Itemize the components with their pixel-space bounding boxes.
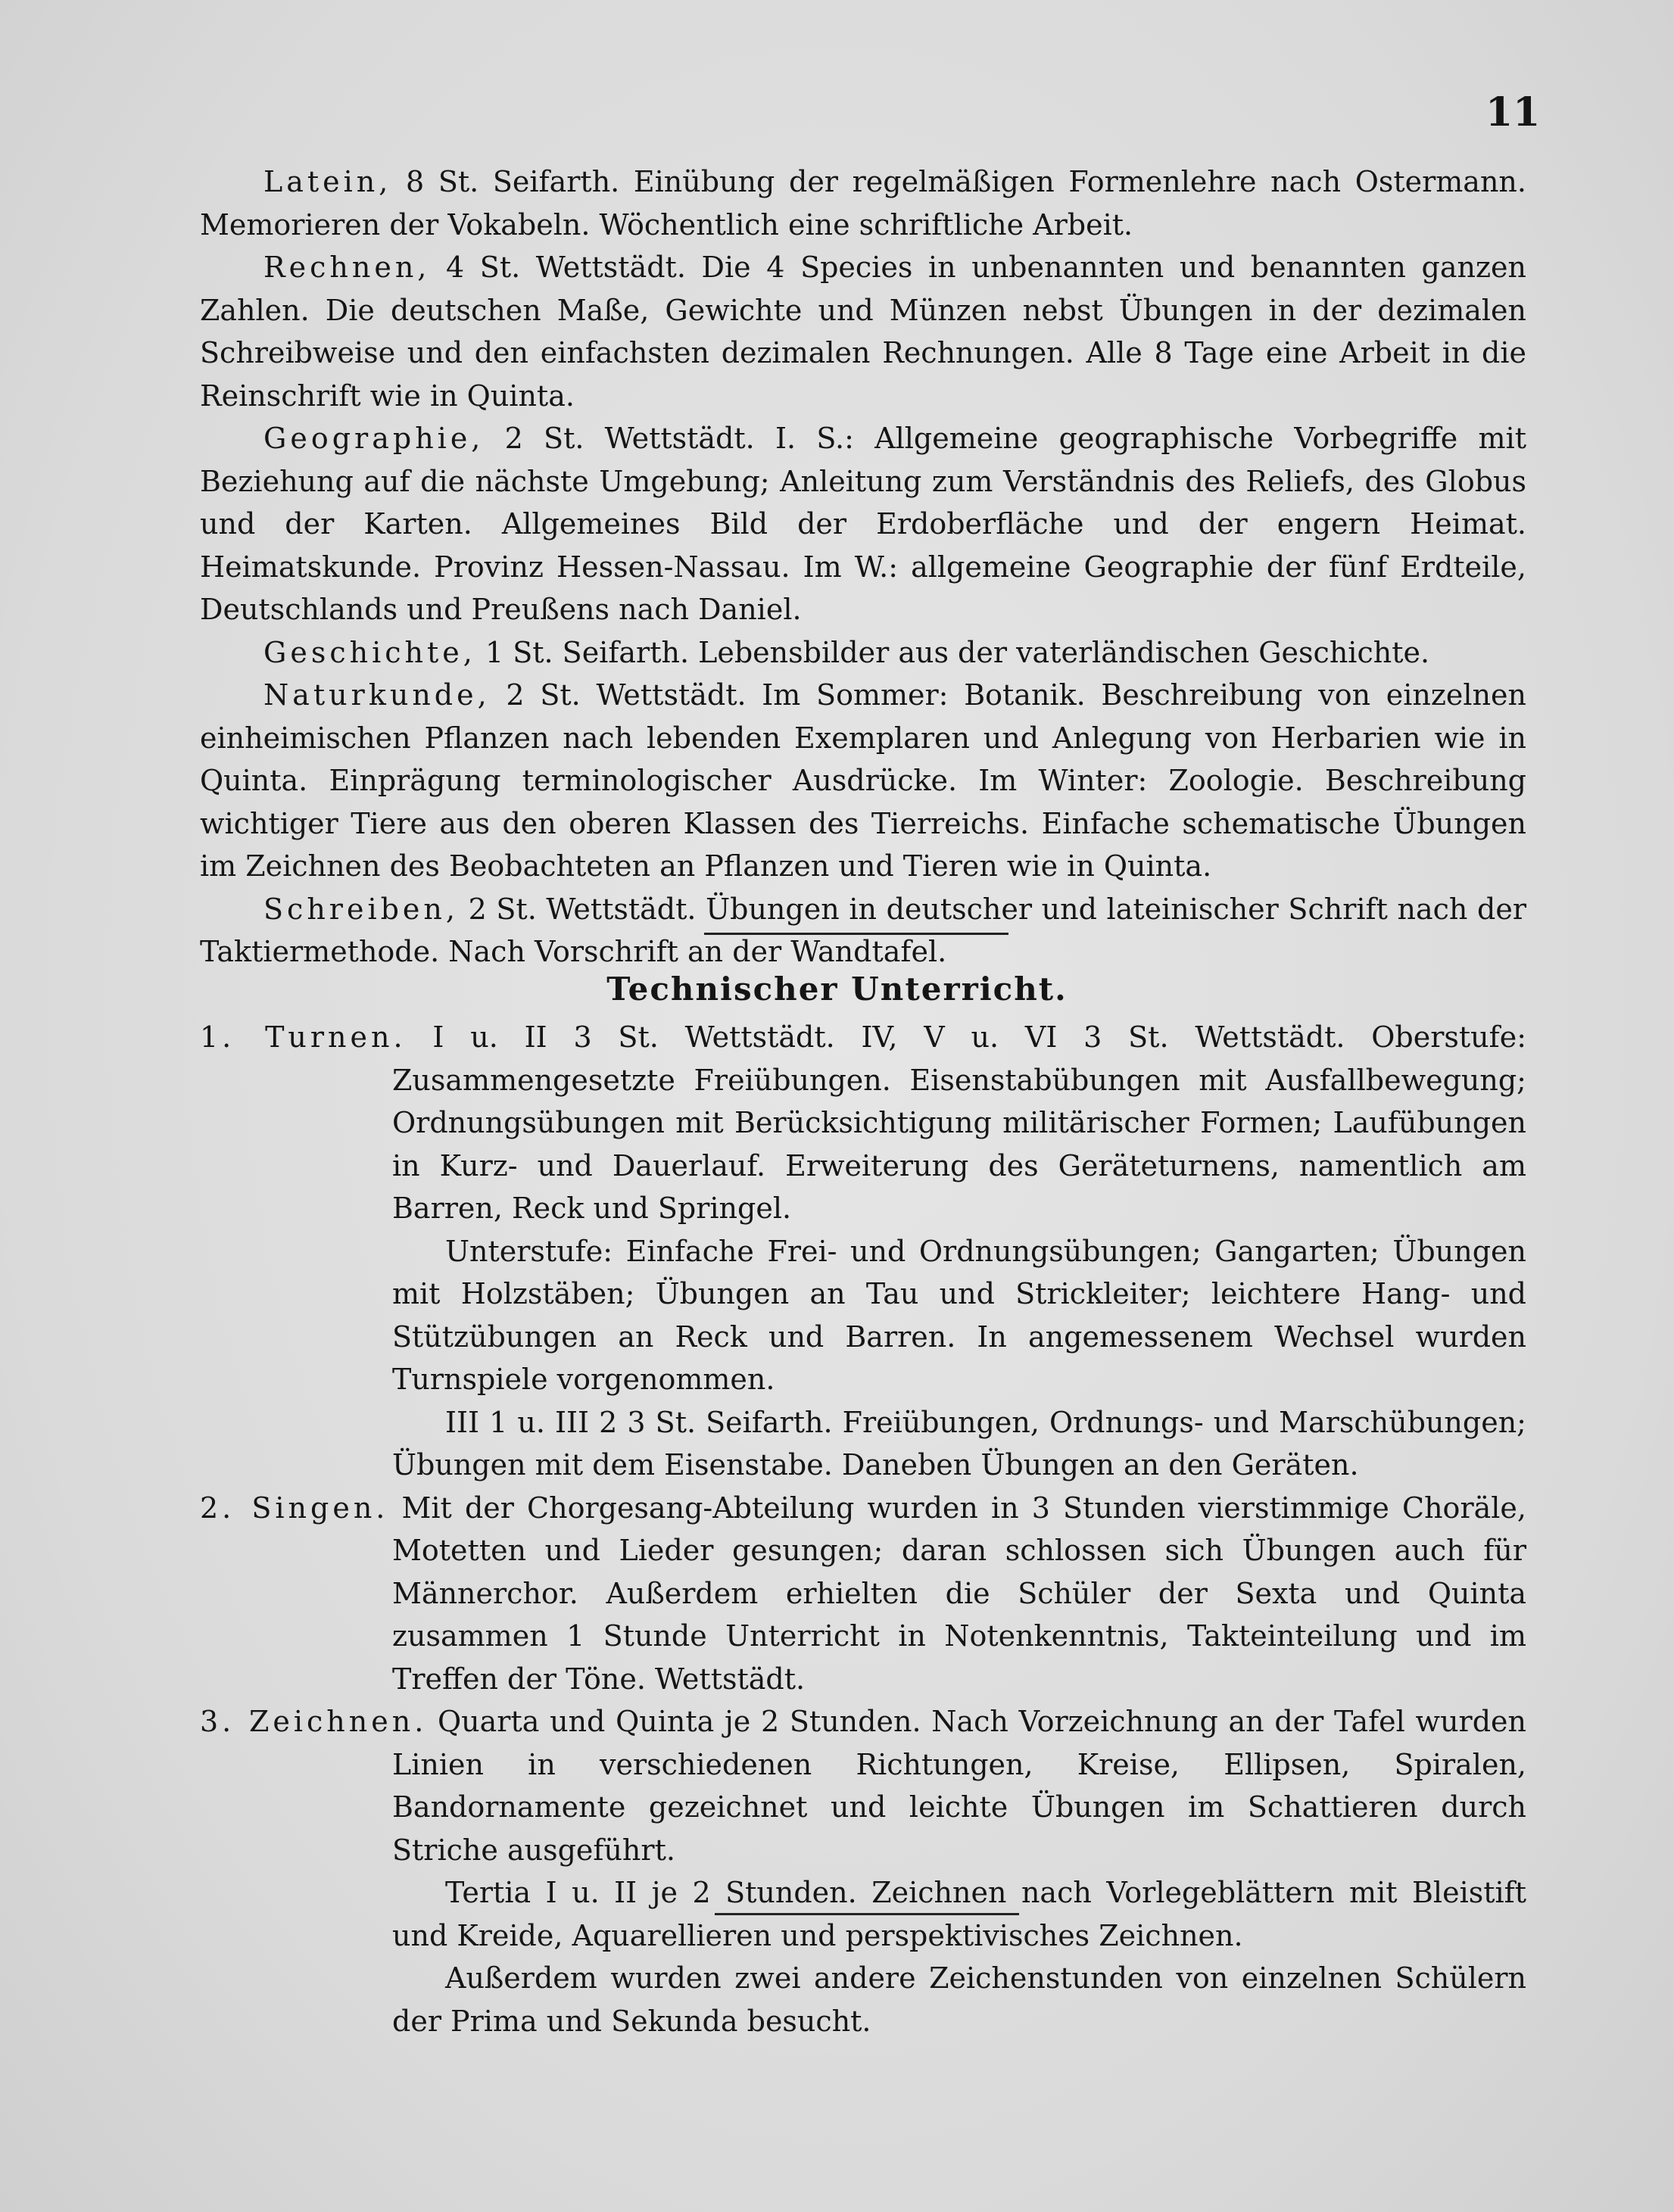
latein-paragraph — [200, 160, 1526, 246]
subjects-block — [200, 160, 1526, 974]
page-number: 11 — [1485, 89, 1541, 136]
zeichnen-text: Quarta und Quinta je 2 Stunden. Nach Vorzeichnung an der Tafel wurden Linien in verschiedenen Richtungen, Kreise, Ellipsen, Spiralen, Bandornamente gezeichnet und leichte Übungen im Schattieren durch Striche ausgeführt. — [392, 1705, 1526, 1867]
singen-paragraph — [200, 1487, 1526, 1701]
turnen-tertia-text: III 1 u. III 2 3 St. Seifarth. Freiübungen, Ordnungs- und Marschübungen; Übungen mit dem Eisenstabe. Daneben Übungen an den Geräten. — [392, 1405, 1526, 1481]
schreiben-label: Schreiben, — [263, 892, 459, 926]
turnen-text: I u. II 3 St. Wettstädt. IV, V u. VI 3 St. Wettstädt. Oberstufe: Zusammengesetzte Freiübungen. Eisenstabübungen mit Ausfallbewegung; Ordnungsübungen mit Berücksichtigung militärischer Formen; Laufübungen in Kurz- und Dauerlauf. Erweiterung des Geräteturnens, namentlich am Barren, Reck und Springel. — [392, 1020, 1526, 1225]
turnen-unterstufe-text: Unterstufe: Einfache Frei- und Ordnungsübungen; Gangarten; Übungen mit Holzstäben; Übungen an Tau und Strickleiter; leichtere Hang- und Stützübungen an Reck und Barren. In angemessenem Wechsel wurden Turnspiele vorgenommen. — [392, 1234, 1526, 1396]
zeichnen-extra-text: Außerdem wurden zwei andere Zeichenstunden von einzelnen Schülern der Prima und Sekunda besucht. — [392, 1961, 1526, 2038]
geschichte-label: Geschichte, — [263, 635, 476, 669]
zeichnen-paragraph — [200, 1700, 1526, 1871]
schreiben-text: 2 St. Wettstädt. Übungen in deutscher und lateinischer Schrift nach der Taktiermethode. Nach Vorschrift an der Wandtafel. — [200, 892, 1526, 968]
naturkunde-text: 2 St. Wettstädt. Im Sommer: Botanik. Beschreibung von einzelnen einheimischen Pflanzen nach lebenden Exemplaren und Anlegung von Herbarien wie in Quinta. Einprägung terminologischer Ausdrücke. Im Winter: Zoologie. Beschreibung wichtiger Tiere aus den oberen Klassen des Tierreichs. Einfache schematische Übungen im Zeichnen des Beobachteten an Pflanzen und Tieren wie in Quinta. — [200, 678, 1526, 883]
rechnen-label: Rechnen, — [263, 251, 431, 284]
singen-text: Mit der Chorgesang-Abteilung wurden in 3 Stunden vierstimmige Choräle, Motetten und Lieder gesungen; daran schlossen sich Übungen auch für Männerchor. Außerdem erhielten die Schüler der Sexta und Quinta zusammen 1 Stunde Unterricht in Notenkenntnis, Takteinteilung und im Treffen der Töne. Wettstädt. — [388, 1491, 1526, 1696]
geschichte-paragraph — [200, 631, 1526, 675]
schreiben-paragraph — [200, 888, 1526, 974]
singen-label: 2. Singen. — [200, 1491, 389, 1525]
latein-label: Latein, — [263, 165, 392, 198]
geographie-paragraph — [200, 417, 1526, 631]
rechnen-text: 4 St. Wettstädt. Die 4 Species in unbenannten und benannten ganzen Zahlen. Die deutschen Maße, Gewichte und Münzen nebst Übungen in der dezimalen Schreibweise und den einfachsten dezimalen Rechnungen. Alle 8 Tage eine Arbeit in die Reinschrift wie in Quinta. — [200, 251, 1526, 413]
naturkunde-label: Naturkunde, — [263, 678, 491, 712]
geographie-label: Geographie, — [263, 422, 485, 455]
zeichnen-tertia-text: Tertia I u. II je 2 Stunden. Zeichnen nach Vorlegeblättern mit Bleistift und Kreide, Aquarellieren und perspektivisches Zeichnen. — [392, 1876, 1526, 1952]
technical-block — [200, 1016, 1526, 2042]
section-divider — [704, 933, 1008, 935]
naturkunde-paragraph — [200, 674, 1526, 888]
rechnen-paragraph — [200, 246, 1526, 417]
turnen-unterstufe — [200, 1230, 1526, 1401]
zeichnen-label: 3. Zeichnen. — [200, 1705, 428, 1738]
zeichnen-extra — [200, 1957, 1526, 2042]
turnen-tertia — [200, 1401, 1526, 1487]
section-heading: Technischer Unterricht. — [606, 970, 1068, 1008]
geschichte-text: 1 St. Seifarth. Lebensbilder aus der vaterländischen Geschichte. — [475, 635, 1430, 669]
turnen-paragraph — [200, 1016, 1526, 1230]
geographie-text: 2 St. Wettstädt. I. S.: Allgemeine geographische Vorbegriffe mit Beziehung auf die nächste Umgebung; Anleitung zum Verständnis des Reliefs, des Globus und der Karten. Allgemeines Bild der Erdoberfläche und der engern Heimat. Heimatskunde. Provinz Hessen-Nassau. Im W.: allgemeine Geographie der fünf Erdteile, Deutschlands und Preußens nach Daniel. — [200, 422, 1526, 626]
end-divider — [715, 1913, 1019, 1915]
latein-text: 8 St. Seifarth. Einübung der regelmäßigen Formenlehre nach Ostermann. Memorieren der Vokabeln. Wöchentlich eine schriftliche Arbeit. — [200, 165, 1526, 241]
turnen-label: 1. Turnen. — [200, 1020, 407, 1054]
